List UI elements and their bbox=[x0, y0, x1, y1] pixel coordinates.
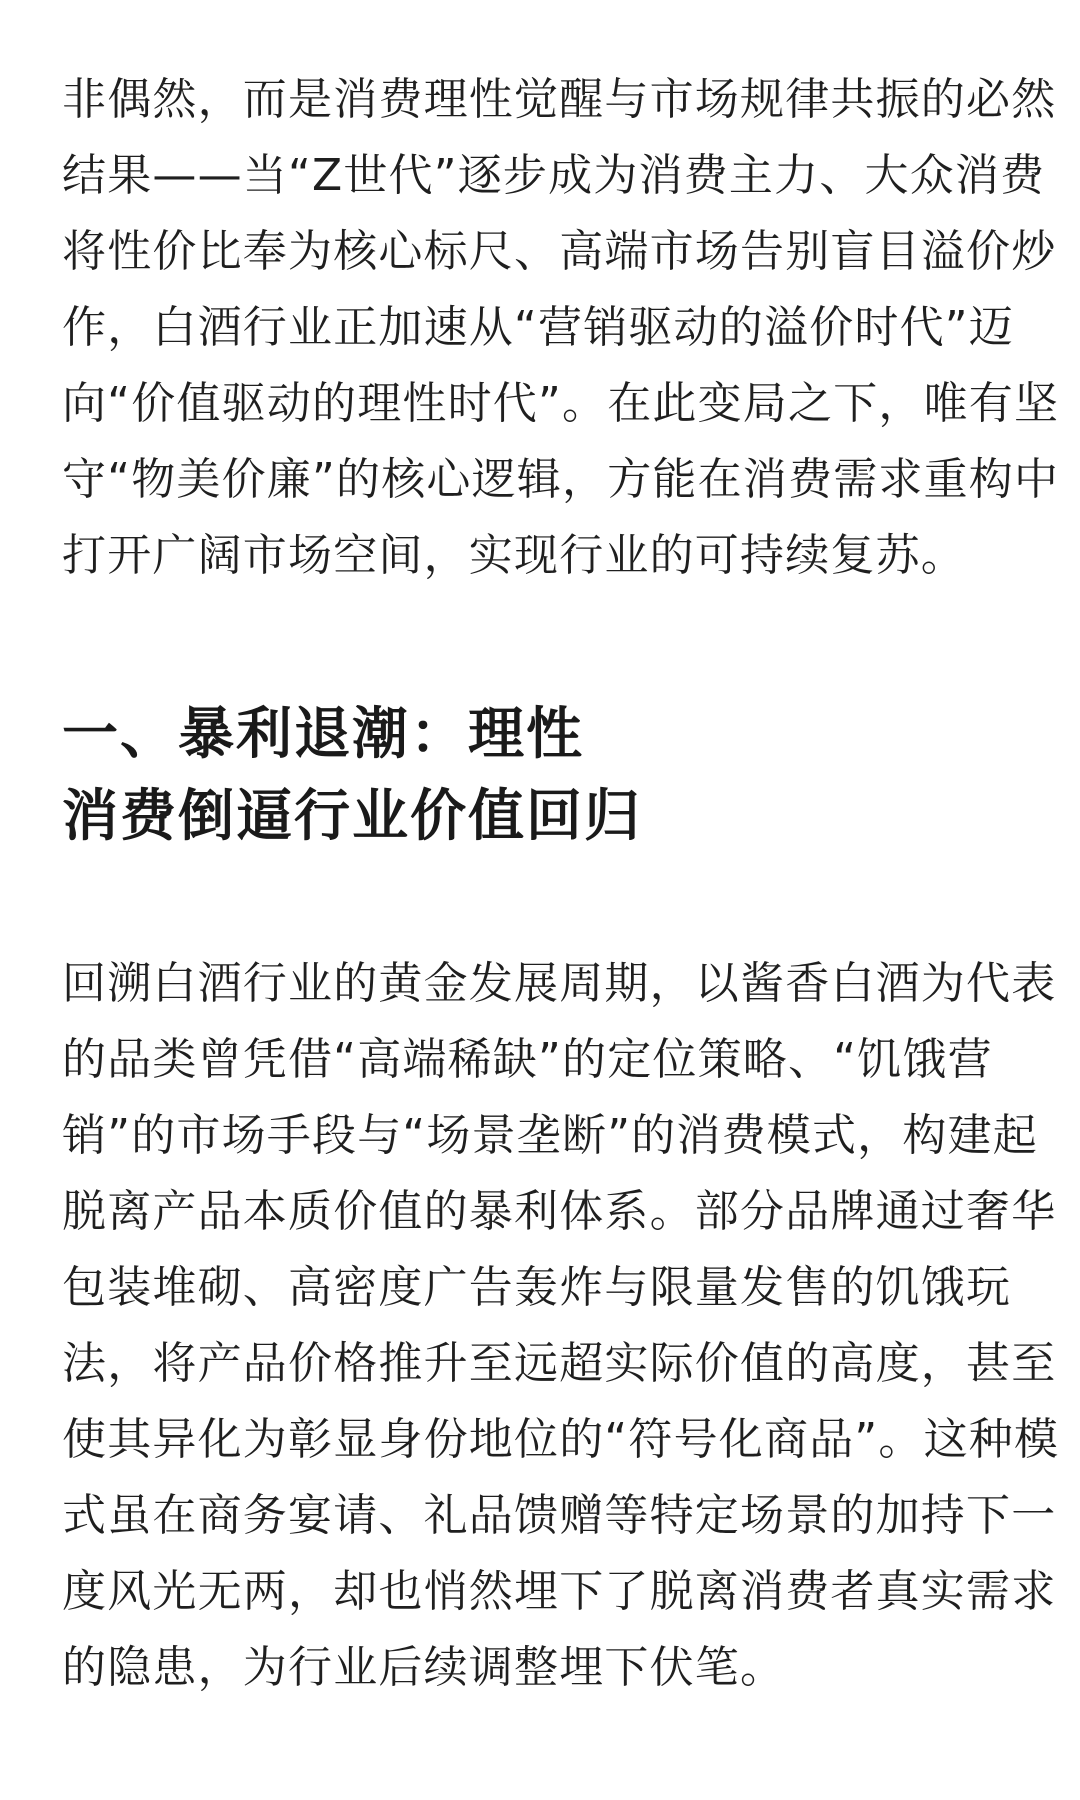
paragraph-line: 法，将产品价格推升至远超实际价值的高度，甚至 bbox=[62, 1338, 1057, 1389]
paragraph-intro bbox=[62, 62, 1060, 594]
paragraph-line: 守“物美价廉”的核心逻辑，方能在消费需求重构中 bbox=[62, 454, 1060, 505]
paragraph-line: 的品类曾凭借“高端稀缺”的定位策略、“饥饿营 bbox=[62, 1034, 993, 1085]
paragraph-line: 包装堆砌、高密度广告轰炸与限量发售的饥饿玩 bbox=[62, 1262, 1012, 1313]
paragraph-line: 脱离产品本质价值的暴利体系。部分品牌通过奢华 bbox=[62, 1186, 1057, 1237]
paragraph-line: 将性价比奉为核心标尺、高端市场告别盲目溢价炒 bbox=[62, 226, 1057, 277]
paragraph-line: 销”的市场手段与“场景垄断”的消费模式，构建起 bbox=[62, 1110, 1038, 1161]
paragraph-line: 度风光无两，却也悄然埋下了脱离消费者真实需求 bbox=[62, 1566, 1057, 1617]
paragraph-line: 式虽在商务宴请、礼品馈赠等特定场景的加持下一 bbox=[62, 1490, 1057, 1541]
section-heading bbox=[62, 694, 1032, 858]
paragraph-line: 的隐患，为行业后续调整埋下伏笔。 bbox=[62, 1642, 786, 1693]
section-heading-line: 一、暴利退潮：理性 bbox=[62, 702, 584, 767]
paragraph-line: 结果——当“Z世代”逐步成为消费主力、大众消费 bbox=[62, 150, 1046, 201]
paragraph-line: 非偶然，而是消费理性觉醒与市场规律共振的必然 bbox=[62, 74, 1057, 125]
paragraph-line: 回溯白酒行业的黄金发展周期，以酱香白酒为代表 bbox=[62, 958, 1057, 1009]
section-heading-line: 消费倒逼行业价值回归 bbox=[62, 784, 642, 849]
paragraph-section-1 bbox=[62, 946, 1060, 1706]
paragraph-line: 向“价值驱动的理性时代”。在此变局之下，唯有坚 bbox=[62, 378, 1060, 429]
paragraph-line: 使其异化为彰显身份地位的“符号化商品”。这种模 bbox=[62, 1414, 1060, 1465]
paragraph-line: 作，白酒行业正加速从“营销驱动的溢价时代”迈 bbox=[62, 302, 1014, 353]
paragraph-line: 打开广阔市场空间，实现行业的可持续复苏。 bbox=[62, 530, 966, 581]
